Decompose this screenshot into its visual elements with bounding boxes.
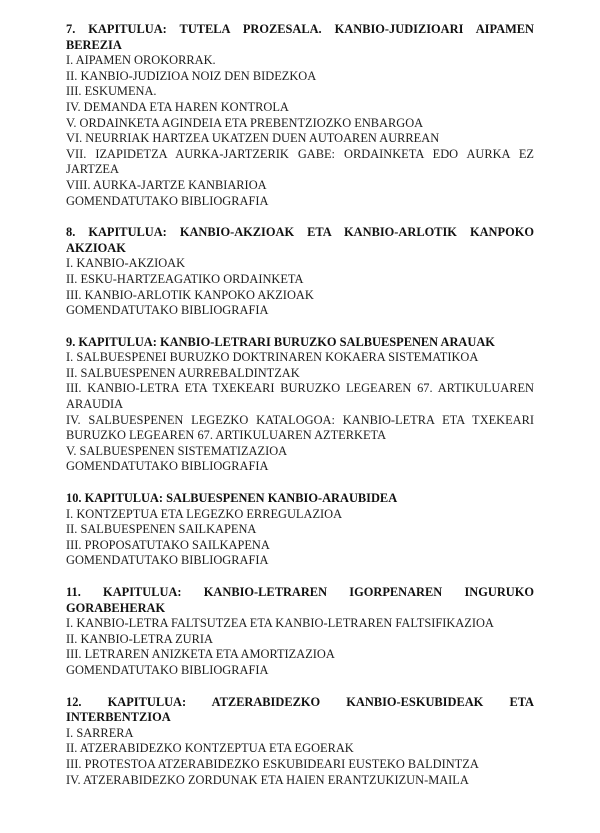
section-item: II. ATZERABIDEZKO KONTZEPTUA ETA EGOERAK — [66, 741, 354, 756]
bibliography-item: GOMENDATUTAKO BIBLIOGRAFIA — [66, 303, 269, 318]
section-item: III. ESKUMENA. — [66, 84, 157, 99]
bibliography-item: GOMENDATUTAKO BIBLIOGRAFIA — [66, 459, 269, 474]
bibliography-item: GOMENDATUTAKO BIBLIOGRAFIA — [66, 193, 269, 208]
section-item: II. KANBIO-LETRA ZURIA — [66, 631, 213, 646]
section-item: II. SALBUESPENEN AURREBALDINTZAK — [66, 365, 300, 380]
chapter-title: 9. KAPITULUA: KANBIO-LETRARI BURUZKO SALBUESPENEN ARAUAK — [66, 334, 495, 349]
section-item: IV. ATZERABIDEZKO ZORDUNAK ETA HAIEN ERANTZUKIZUN-MAILA — [66, 772, 469, 787]
section-item: V. SALBUESPENEN SISTEMATIZAZIOA — [66, 443, 288, 458]
section-item: IV. SALBUESPENEN LEGEZKO KATALOGOA: KANBIO-LETRA ETA TXEKEARI BURUZKO LEGEAREN 67. ARTIKULUAREN AZTERKETA — [66, 412, 534, 443]
section-item: II. SALBUESPENEN SAILKAPENA — [66, 522, 257, 537]
chapter-title: 7. KAPITULUA: TUTELA PROZESALA. KANBIO-JUDIZIOARI AIPAMEN BEREZIA — [66, 22, 534, 52]
section-item: III. PROTESTOA ATZERABIDEZKO ESKUBIDEARI EUSTEKO BALDINTZA — [66, 756, 479, 771]
section-item: VIII. AURKA-JARTZE KANBIARIOA — [66, 177, 267, 192]
chapter-title: 8. KAPITULUA: KANBIO-AKZIOAK ETA KANBIO-ARLOTIK KANPOKO AKZIOAK — [66, 225, 534, 255]
section-item: I. SARRERA — [66, 725, 134, 740]
chapter-11 — [66, 585, 534, 679]
bibliography-item: GOMENDATUTAKO BIBLIOGRAFIA — [66, 553, 269, 568]
section-item: IV. DEMANDA ETA HAREN KONTROLA — [66, 99, 289, 114]
section-item: III. PROPOSATUTAKO SAILKAPENA — [66, 537, 270, 552]
section-item: I. KANBIO-AKZIOAK — [66, 256, 186, 271]
section-item: III. KANBIO-LETRA ETA TXEKEARI BURUZKO LEGEAREN 67. ARTIKULUAREN ARAUDIA — [66, 381, 534, 412]
section-item: I. AIPAMEN OROKORRAK. — [66, 53, 216, 68]
chapter-9 — [66, 335, 534, 475]
table-of-contents — [66, 22, 534, 804]
bibliography-item: GOMENDATUTAKO BIBLIOGRAFIA — [66, 662, 269, 677]
section-item: I. SALBUESPENEI BURUZKO DOKTRINAREN KOKAERA SISTEMATIKOA — [66, 350, 479, 365]
section-item: VII. IZAPIDETZA AURKA-JARTZERIK GABE: ORDAINKETA EDO AURKA EZ JARTZEA — [66, 146, 534, 177]
section-item: III. LETRAREN ANIZKETA ETA AMORTIZAZIOA — [66, 647, 335, 662]
chapter-12 — [66, 695, 534, 789]
section-item: I. KONTZEPTUA ETA LEGEZKO ERREGULAZIOA — [66, 506, 343, 521]
chapter-10 — [66, 491, 534, 569]
chapter-title: 12. KAPITULUA: ATZERABIDEZKO KANBIO-ESKUBIDEAK ETA INTERBENTZIOA — [66, 694, 534, 725]
chapter-title: 10. KAPITULUA: SALBUESPENEN KANBIO-ARAUBIDEA — [66, 491, 398, 506]
section-item: III. KANBIO-ARLOTIK KANPOKO AKZIOAK — [66, 287, 314, 302]
section-item: II. ESKU-HARTZEAGATIKO ORDAINKETA — [66, 271, 304, 286]
section-item: I. KANBIO-LETRA FALTSUTZEA ETA KANBIO-LETRAREN FALTSIFIKAZIOA — [66, 616, 494, 631]
section-item: VI. NEURRIAK HARTZEA UKATZEN DUEN AUTOAREN AURREAN — [66, 131, 440, 146]
chapter-7 — [66, 22, 534, 209]
section-item: V. ORDAINKETA AGINDEIA ETA PREBENTZIOZKO ENBARGOA — [66, 115, 424, 130]
chapter-title: 11. KAPITULUA: KANBIO-LETRAREN IGORPENAREN INGURUKO GORABEHERAK — [66, 585, 534, 615]
chapter-8 — [66, 225, 534, 319]
section-item: II. KANBIO-JUDIZIOA NOIZ DEN BIDEZKOA — [66, 68, 317, 83]
